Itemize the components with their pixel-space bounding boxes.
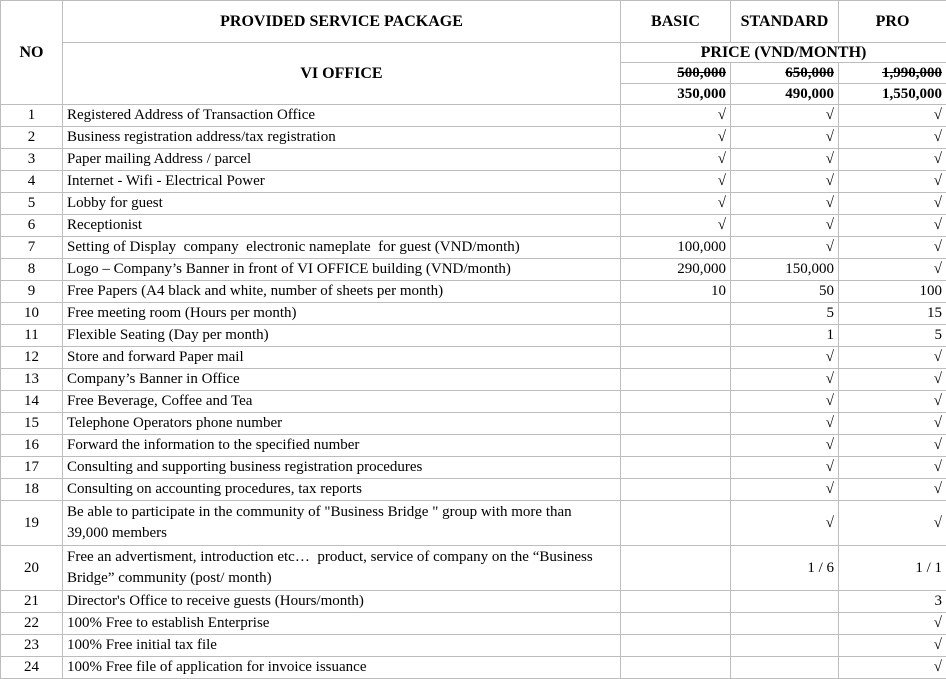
basic-value: √	[621, 193, 731, 215]
service-label: 100% Free initial tax file	[63, 635, 621, 657]
standard-value: √	[731, 413, 839, 435]
pro-value: √	[839, 171, 946, 193]
basic-value: 10	[621, 281, 731, 303]
service-label: Free an advertisment, introduction etc… product, service of company on the “Business Bridge” community (post/ month)	[63, 546, 621, 591]
col-header-basic: BASIC	[621, 1, 731, 43]
service-label: Director's Office to receive guests (Hours/month)	[63, 591, 621, 613]
row-number: 3	[1, 149, 63, 171]
table-row	[1, 105, 946, 127]
standard-value: 50	[731, 281, 839, 303]
table-row	[1, 369, 946, 391]
basic-value	[621, 591, 731, 613]
pro-value: √	[839, 391, 946, 413]
col-header-pro: PRO	[839, 1, 946, 43]
standard-value: √	[731, 457, 839, 479]
standard-value: √	[731, 479, 839, 501]
standard-value	[731, 635, 839, 657]
table-row	[1, 413, 946, 435]
pro-value: √	[839, 193, 946, 215]
standard-value: √	[731, 347, 839, 369]
pro-value: √	[839, 413, 946, 435]
table-row	[1, 591, 946, 613]
row-number: 2	[1, 127, 63, 149]
pro-value: √	[839, 657, 946, 679]
service-label: Receptionist	[63, 215, 621, 237]
service-label: Free meeting room (Hours per month)	[63, 303, 621, 325]
pro-value: 15	[839, 303, 946, 325]
standard-value: √	[731, 501, 839, 546]
table-header-row	[1, 1, 946, 43]
table-row	[1, 457, 946, 479]
pro-value: 5	[839, 325, 946, 347]
pro-value: √	[839, 435, 946, 457]
basic-value	[621, 303, 731, 325]
basic-value: 290,000	[621, 259, 731, 281]
service-label: Free Beverage, Coffee and Tea	[63, 391, 621, 413]
row-number: 7	[1, 237, 63, 259]
row-number: 20	[1, 546, 63, 591]
standard-value: 5	[731, 303, 839, 325]
pro-value: √	[839, 613, 946, 635]
basic-value	[621, 347, 731, 369]
standard-value	[731, 657, 839, 679]
row-number: 24	[1, 657, 63, 679]
row-number: 15	[1, 413, 63, 435]
row-number: 8	[1, 259, 63, 281]
service-rows	[1, 105, 946, 679]
standard-value: √	[731, 369, 839, 391]
basic-value: 100,000	[621, 237, 731, 259]
row-number: 14	[1, 391, 63, 413]
basic-value: √	[621, 127, 731, 149]
service-label: Consulting and supporting business registration procedures	[63, 457, 621, 479]
service-label: Logo – Company’s Banner in front of VI OFFICE building (VND/month)	[63, 259, 621, 281]
row-number: 16	[1, 435, 63, 457]
standard-value: √	[731, 193, 839, 215]
basic-value	[621, 479, 731, 501]
table-row	[1, 303, 946, 325]
basic-value	[621, 613, 731, 635]
old-price-pro: 1,990,000	[839, 63, 946, 84]
row-number: 4	[1, 171, 63, 193]
pro-value: √	[839, 347, 946, 369]
row-number: 19	[1, 501, 63, 546]
table-row	[1, 613, 946, 635]
service-label: Flexible Seating (Day per month)	[63, 325, 621, 347]
standard-value: √	[731, 215, 839, 237]
table-row	[1, 259, 946, 281]
basic-value	[621, 635, 731, 657]
service-label: Paper mailing Address / parcel	[63, 149, 621, 171]
pro-value: 100	[839, 281, 946, 303]
table-row	[1, 435, 946, 457]
table-row	[1, 546, 946, 591]
basic-value	[621, 546, 731, 591]
standard-value: √	[731, 237, 839, 259]
table-row	[1, 171, 946, 193]
basic-value: √	[621, 149, 731, 171]
table-row	[1, 325, 946, 347]
pro-value: √	[839, 457, 946, 479]
col-header-standard: STANDARD	[731, 1, 839, 43]
col-header-no: NO	[1, 1, 63, 105]
standard-value: √	[731, 127, 839, 149]
brand-title-vi-office: VI OFFICE	[63, 43, 621, 105]
basic-value	[621, 369, 731, 391]
pro-value: 3	[839, 591, 946, 613]
pro-value: √	[839, 127, 946, 149]
service-label: Store and forward Paper mail	[63, 347, 621, 369]
basic-value: √	[621, 105, 731, 127]
standard-value: √	[731, 149, 839, 171]
standard-value: √	[731, 391, 839, 413]
row-number: 17	[1, 457, 63, 479]
price-basic: 350,000	[621, 84, 731, 105]
service-label: Free Papers (A4 black and white, number of sheets per month)	[63, 281, 621, 303]
pro-value: √	[839, 149, 946, 171]
pro-value: √	[839, 369, 946, 391]
basic-value	[621, 325, 731, 347]
service-label: Business registration address/tax registration	[63, 127, 621, 149]
basic-value	[621, 657, 731, 679]
price-pro: 1,550,000	[839, 84, 946, 105]
service-label: Company’s Banner in Office	[63, 369, 621, 391]
standard-value: 1 / 6	[731, 546, 839, 591]
service-label: Forward the information to the specified number	[63, 435, 621, 457]
row-number: 12	[1, 347, 63, 369]
pro-value: √	[839, 237, 946, 259]
price-header-row	[1, 43, 946, 63]
service-label: Be able to participate in the community of "Business Bridge " group with more than 39,000 members	[63, 501, 621, 546]
row-number: 9	[1, 281, 63, 303]
row-number: 11	[1, 325, 63, 347]
basic-value: √	[621, 171, 731, 193]
service-label: Internet - Wifi - Electrical Power	[63, 171, 621, 193]
table-row	[1, 635, 946, 657]
standard-value	[731, 613, 839, 635]
table-row	[1, 501, 946, 546]
pro-value: √	[839, 635, 946, 657]
row-number: 21	[1, 591, 63, 613]
old-price-standard: 650,000	[731, 63, 839, 84]
table-row	[1, 193, 946, 215]
service-label: Consulting on accounting procedures, tax reports	[63, 479, 621, 501]
col-header-package: PROVIDED SERVICE PACKAGE	[63, 1, 621, 43]
standard-value: √	[731, 171, 839, 193]
basic-value	[621, 457, 731, 479]
table-row	[1, 347, 946, 369]
row-number: 13	[1, 369, 63, 391]
standard-value: √	[731, 435, 839, 457]
basic-value: √	[621, 215, 731, 237]
basic-value	[621, 391, 731, 413]
service-label: Registered Address of Transaction Office	[63, 105, 621, 127]
service-label: Setting of Display company electronic nameplate for guest (VND/month)	[63, 237, 621, 259]
basic-value	[621, 435, 731, 457]
basic-value	[621, 501, 731, 546]
standard-value: 1	[731, 325, 839, 347]
service-label: Lobby for guest	[63, 193, 621, 215]
old-price-basic: 500,000	[621, 63, 731, 84]
table-row	[1, 281, 946, 303]
pro-value: √	[839, 215, 946, 237]
pro-value: 1 / 1	[839, 546, 946, 591]
standard-value: 150,000	[731, 259, 839, 281]
row-number: 1	[1, 105, 63, 127]
basic-value	[621, 413, 731, 435]
table-row	[1, 215, 946, 237]
standard-value: √	[731, 105, 839, 127]
table-row	[1, 127, 946, 149]
table-row	[1, 479, 946, 501]
pro-value: √	[839, 105, 946, 127]
row-number: 6	[1, 215, 63, 237]
table-row	[1, 149, 946, 171]
row-number: 18	[1, 479, 63, 501]
service-label: Telephone Operators phone number	[63, 413, 621, 435]
price-standard: 490,000	[731, 84, 839, 105]
pro-value: √	[839, 479, 946, 501]
row-number: 5	[1, 193, 63, 215]
service-label: 100% Free to establish Enterprise	[63, 613, 621, 635]
table-row	[1, 657, 946, 679]
table-row	[1, 391, 946, 413]
pro-value: √	[839, 501, 946, 546]
service-label: 100% Free file of application for invoice issuance	[63, 657, 621, 679]
row-number: 10	[1, 303, 63, 325]
standard-value	[731, 591, 839, 613]
table-row	[1, 237, 946, 259]
pro-value: √	[839, 259, 946, 281]
row-number: 22	[1, 613, 63, 635]
price-column-header: PRICE (VND/MONTH)	[621, 43, 946, 63]
row-number: 23	[1, 635, 63, 657]
